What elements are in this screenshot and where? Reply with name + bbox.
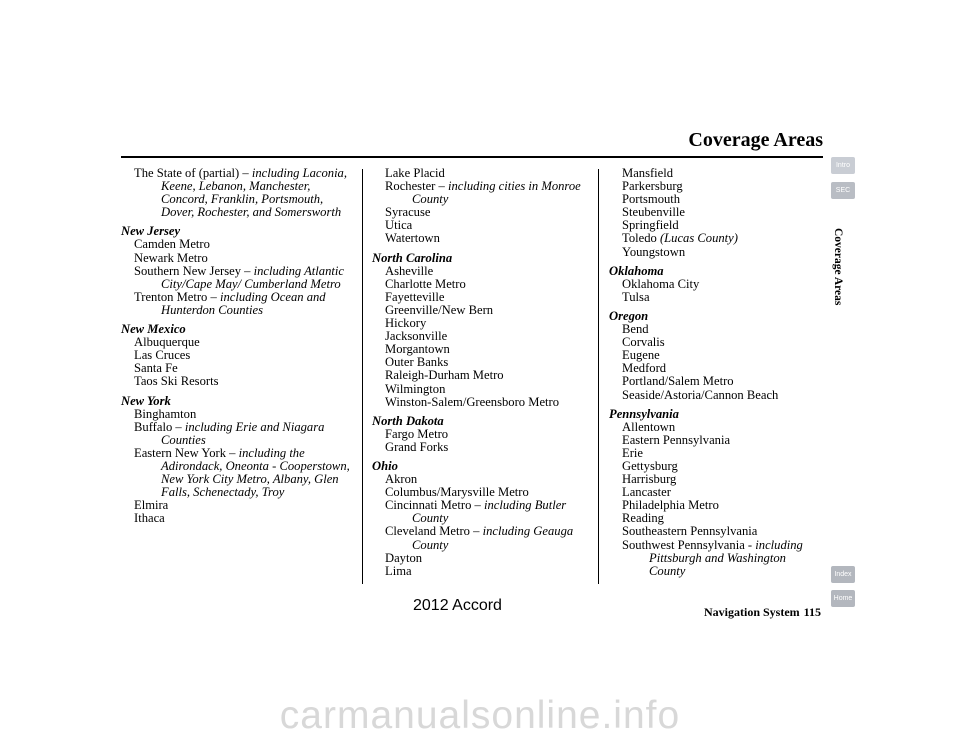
sec-tab[interactable]: SEC <box>831 182 855 199</box>
entry-text: Medford <box>622 361 667 376</box>
entry-text: Newark Metro <box>134 250 208 265</box>
entry-text: Elmira <box>134 498 169 513</box>
entry-text: Mansfield <box>622 166 674 180</box>
entry-text: Santa Fe <box>134 361 178 376</box>
entry-text: The State of (partial) – <box>134 166 252 180</box>
entry-text: Grand Forks <box>385 439 449 454</box>
entry-text: Charlotte Metro <box>385 276 466 291</box>
entry-text: Bend <box>622 322 649 337</box>
sidebar-section-title: Coverage Areas <box>832 228 844 306</box>
list-item <box>609 291 819 304</box>
list-item <box>372 180 594 206</box>
entry-text: Camden Metro <box>134 237 210 252</box>
entry-text: Albuquerque <box>134 335 200 350</box>
entry-text: Corvalis <box>622 335 665 350</box>
entry-text: Fargo Metro <box>385 426 449 441</box>
entry-text: Philadelphia Metro <box>622 498 719 513</box>
entry-text: Utica <box>385 218 413 233</box>
list-item <box>372 441 594 454</box>
entry-note: including Geauga County <box>412 524 574 552</box>
entry-text: Oklahoma City <box>622 276 700 291</box>
entry-text: Wilmington <box>385 381 446 396</box>
state-heading: Oregon <box>609 308 649 323</box>
entry-text: Eastern New York – <box>134 445 239 460</box>
state-list <box>121 225 353 525</box>
entry-text: Lima <box>385 563 412 578</box>
entry-text: Winston-Salem/Greensboro Metro <box>385 394 560 409</box>
entry-text: Jacksonville <box>385 329 448 344</box>
entry-text: Rochester – <box>385 179 448 194</box>
entry-text: Columbus/Marysville Metro <box>385 485 529 500</box>
entry-text: Syracuse <box>385 205 431 220</box>
entry-text: Morgantown <box>385 342 450 357</box>
entry-text: Asheville <box>385 263 434 278</box>
entry-note: including Atlantic City/Cape May/ Cumberland Metro <box>161 263 344 291</box>
entry-text: Gettysburg <box>622 458 678 473</box>
list-item <box>121 512 353 525</box>
column-divider <box>362 169 363 584</box>
list-item <box>121 447 353 499</box>
column-3 <box>609 167 819 578</box>
entry-note: including Butler County <box>412 498 567 526</box>
page-number: 115 <box>803 605 821 619</box>
state-heading: North Dakota <box>372 413 444 428</box>
footer-section: Navigation System <box>703 605 800 619</box>
entry-text: Southern New Jersey – <box>134 263 254 278</box>
list-item <box>372 396 594 409</box>
entry-text: Springfield <box>622 218 679 233</box>
state-list <box>609 265 819 578</box>
entry-text: Dayton <box>385 550 423 565</box>
footer-page-info <box>704 605 821 620</box>
entry-text: Las Cruces <box>134 348 191 363</box>
list-item <box>609 539 819 578</box>
state-heading: Oklahoma <box>609 263 664 278</box>
state-heading: New York <box>121 393 171 408</box>
entry-text: Cincinnati Metro – <box>385 498 484 513</box>
entry-note: including Erie and Niagara Counties <box>161 419 325 447</box>
state-heading: New Mexico <box>121 322 186 337</box>
header-rule <box>121 156 823 158</box>
state-heading: New Jersey <box>121 224 181 239</box>
column-divider <box>598 169 599 584</box>
state-heading: Ohio <box>372 458 398 473</box>
entry-text: Toledo <box>622 231 660 246</box>
entry-text: Steubenville <box>622 205 685 220</box>
list-item <box>372 499 594 525</box>
entry-text: Greenville/New Bern <box>385 302 494 317</box>
list-item <box>121 375 353 388</box>
list-item <box>121 291 353 317</box>
entry-text: Harrisburg <box>622 472 677 487</box>
list-item <box>121 421 353 447</box>
entry-text: Allentown <box>622 419 676 434</box>
state-heading: Pennsylvania <box>609 406 679 421</box>
list-item <box>372 565 594 578</box>
entry-note: (Lucas County) <box>659 231 738 246</box>
entry-text: Youngstown <box>622 244 686 259</box>
state-list <box>372 252 594 578</box>
entry-text: Southeastern Pennsylvania <box>622 524 758 539</box>
column-1 <box>121 167 353 525</box>
entry-text: Portsmouth <box>622 192 681 207</box>
entry-text: Seaside/Astoria/Cannon Beach <box>622 387 779 402</box>
entry-text: Buffalo – <box>134 419 185 434</box>
lead-entries <box>372 167 594 246</box>
watermark: carmanualsonline.info <box>279 694 681 737</box>
lead-entry <box>121 167 353 219</box>
list-item <box>372 525 594 551</box>
intro-tab[interactable]: Intro <box>831 157 855 174</box>
entry-text: Tulsa <box>622 289 650 304</box>
entry-text: Raleigh-Durham Metro <box>385 368 504 383</box>
entry-text: Akron <box>385 472 418 487</box>
entry-text: Eugene <box>622 348 660 363</box>
home-tab[interactable]: Home <box>831 590 855 607</box>
entry-text: Erie <box>622 445 643 460</box>
list-item <box>121 265 353 291</box>
entry-text: Portland/Salem Metro <box>622 374 734 389</box>
lead-entries <box>609 167 819 259</box>
entry-note: including Ocean and Hunterdon Counties <box>161 289 326 317</box>
entry-text: Lake Placid <box>385 166 445 180</box>
model-label: 2012 Accord <box>413 597 502 614</box>
entry-text: Southwest Pennsylvania - <box>622 537 756 552</box>
state-heading: North Carolina <box>372 250 453 265</box>
entry-text: Taos Ski Resorts <box>134 374 219 389</box>
entry-text: Reading <box>622 511 664 526</box>
entry-note: including Pittsburgh and Washington County <box>649 537 803 578</box>
entry-note: including cities in Monroe County <box>412 179 581 207</box>
entry-text: Lancaster <box>622 485 671 500</box>
page-title: Coverage Areas <box>688 129 823 151</box>
entry-note: including Laconia, Keene, Lebanon, Manchester, Concord, Franklin, Portsmouth, Dover, Rochester, and Somersworth <box>161 166 348 220</box>
list-item <box>372 232 594 245</box>
list-item <box>609 246 819 259</box>
entry-note: including the Adirondack, Oneonta - Cooperstown, New York City Metro, Albany, Glen Falls, Schenectady, Troy <box>161 445 350 500</box>
entry-text: Outer Banks <box>385 355 449 370</box>
entry-text: Binghamton <box>134 406 197 421</box>
list-item <box>609 389 819 402</box>
entry-text: Fayetteville <box>385 289 445 304</box>
entry-text: Watertown <box>385 231 440 246</box>
column-2 <box>372 167 594 578</box>
entry-text: Trenton Metro – <box>134 289 220 304</box>
entry-text: Eastern Pennsylvania <box>622 432 731 447</box>
entry-text: Parkersburg <box>622 179 683 194</box>
entry-text: Cleveland Metro – <box>385 524 483 539</box>
index-tab[interactable]: Index <box>831 566 855 583</box>
entry-text: Hickory <box>385 316 427 331</box>
entry-text: Ithaca <box>134 511 165 526</box>
